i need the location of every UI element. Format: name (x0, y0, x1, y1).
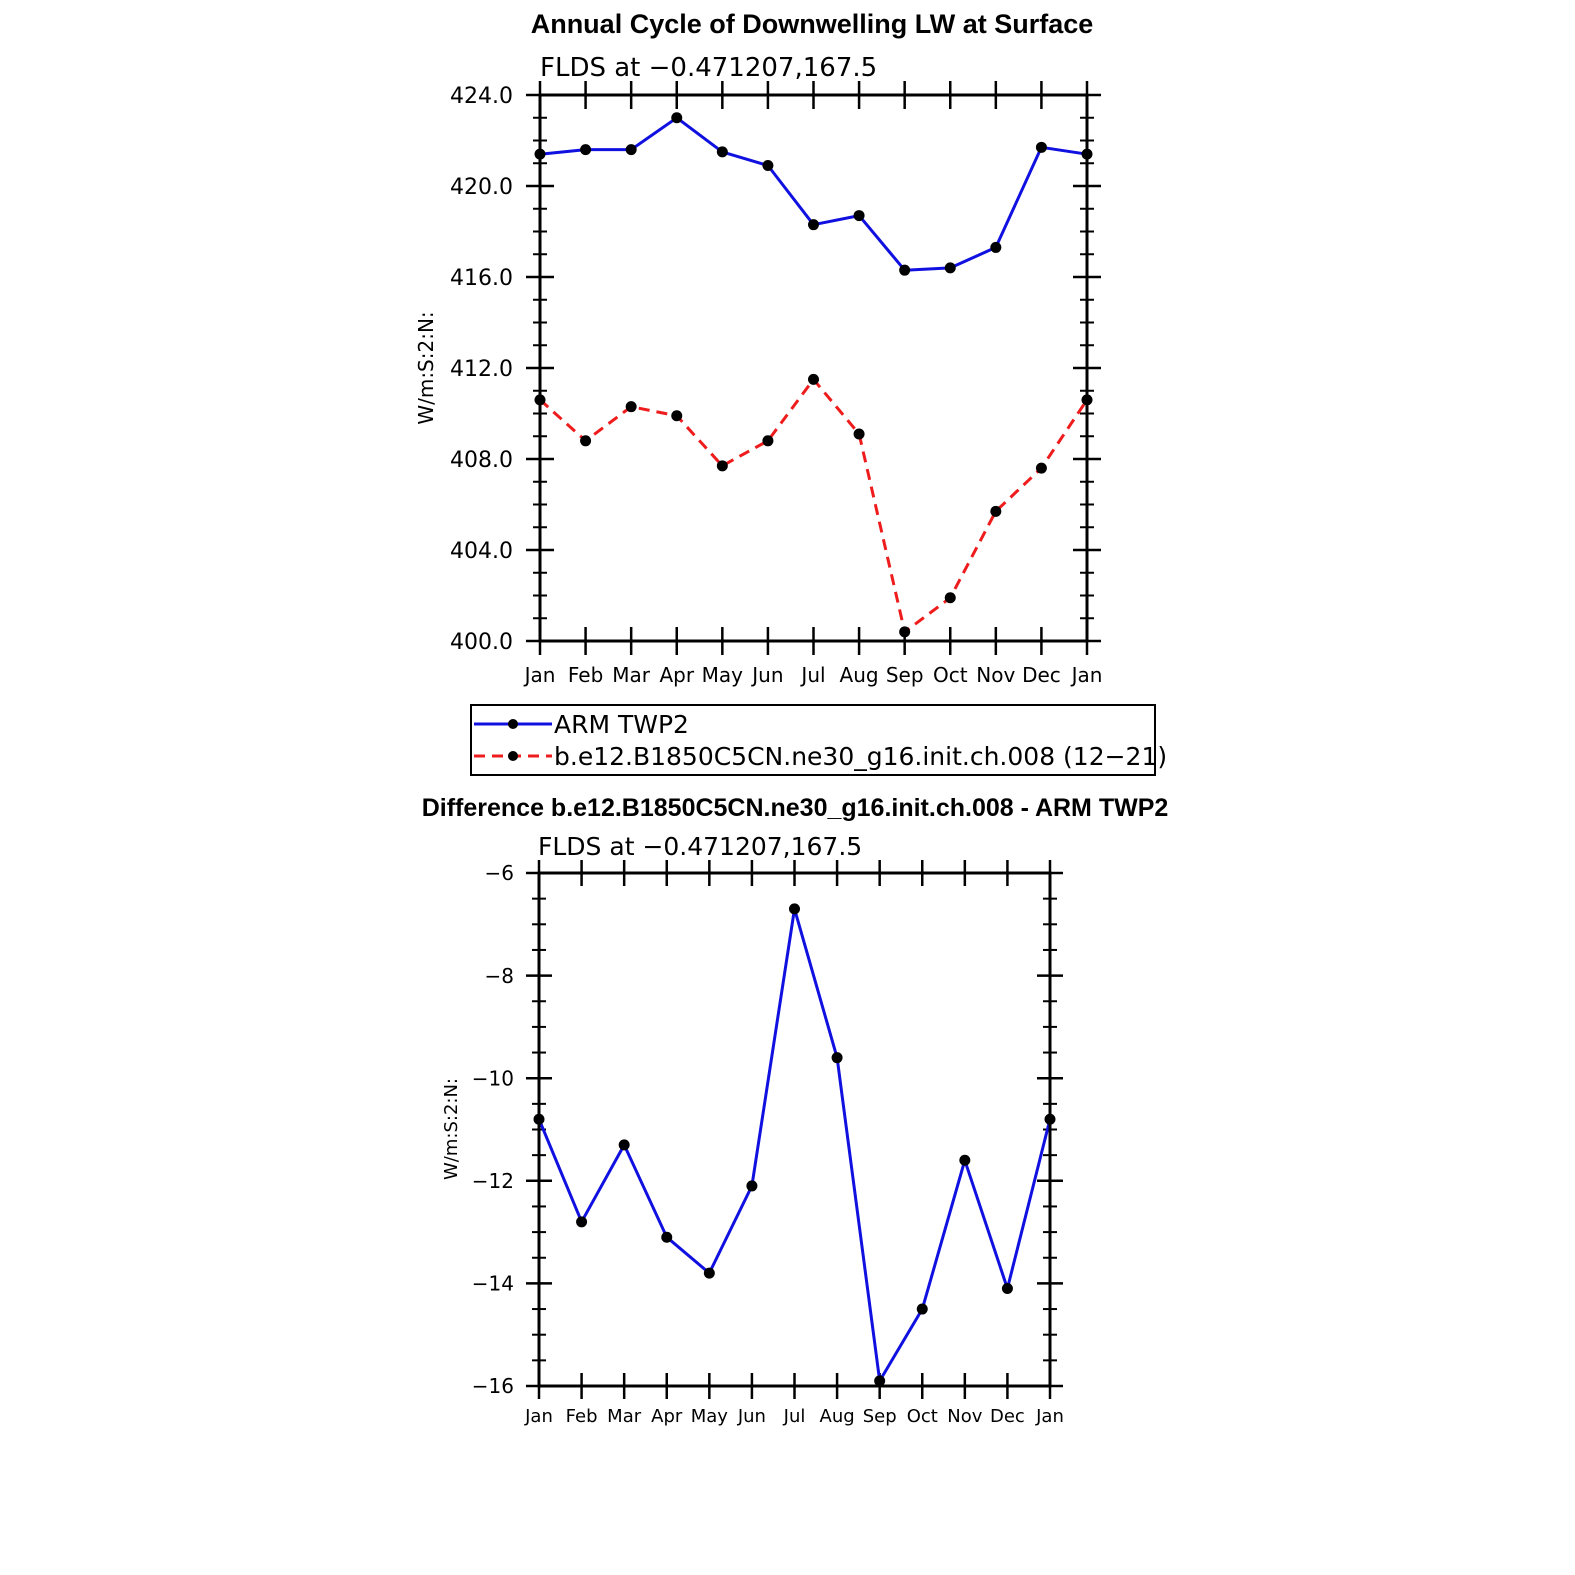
x-tick-label: Feb (565, 1406, 598, 1427)
x-tick-label: Nov (976, 663, 1016, 687)
legend-label-model: b.e12.B1850C5CN.ne30_g16.init.ch.008 (12−21) (554, 742, 1168, 771)
data-point (990, 506, 1001, 517)
x-tick-label: Sep (885, 663, 924, 687)
chart1-frame (540, 95, 1087, 641)
chart1-title: Annual Cycle of Downwelling LW at Surface (530, 9, 1094, 39)
x-tick-label: Aug (839, 663, 879, 687)
y-tick-label: 416.0 (450, 265, 513, 291)
chart1-ticks (526, 81, 1101, 655)
data-point (580, 435, 591, 446)
data-point (619, 1139, 630, 1150)
legend-marker-arm (508, 719, 518, 729)
data-point (671, 112, 682, 123)
data-point (762, 160, 773, 171)
data-point (576, 1216, 587, 1227)
chart1-ylabel: W/m:S:2:N: (414, 311, 438, 425)
data-point (959, 1155, 970, 1166)
series-line-1 (540, 379, 1087, 632)
x-tick-label: Sep (862, 1406, 897, 1427)
chart1-x-tick-labels (523, 663, 1103, 687)
x-tick-label: May (690, 1406, 728, 1427)
y-tick-label: 400.0 (450, 629, 513, 655)
data-point (945, 592, 956, 603)
y-tick-label: −10 (471, 1066, 514, 1091)
data-point (717, 460, 728, 471)
x-tick-label: Mar (612, 663, 651, 687)
x-tick-label: Feb (567, 663, 604, 687)
data-point (746, 1180, 757, 1191)
x-tick-label: Apr (651, 1406, 683, 1427)
data-point (626, 401, 637, 412)
x-tick-label: Nov (947, 1406, 983, 1427)
x-tick-label: Apr (659, 663, 695, 687)
data-point (1036, 142, 1047, 153)
legend (471, 705, 1167, 775)
data-point (899, 265, 910, 276)
data-point (580, 144, 591, 155)
y-tick-label: 420.0 (450, 174, 513, 200)
data-point (762, 435, 773, 446)
chart1-subtitle: FLDS at −0.471207,167.5 (540, 53, 878, 83)
data-point (899, 626, 910, 637)
data-point (945, 262, 956, 273)
x-tick-label: May (701, 663, 744, 687)
data-point (808, 219, 819, 230)
data-point (832, 1052, 843, 1063)
data-point (917, 1304, 928, 1315)
y-tick-label: −12 (471, 1169, 514, 1193)
y-tick-label: −14 (471, 1271, 514, 1296)
y-tick-label: 404.0 (450, 538, 513, 564)
annual-cycle-chart (414, 9, 1102, 687)
series-line-0 (539, 909, 1050, 1381)
chart1-y-tick-labels (450, 84, 513, 655)
x-tick-label: Jan (524, 663, 556, 687)
x-tick-label: Jan (525, 1406, 553, 1427)
x-tick-label: Jan (1071, 663, 1103, 687)
series-line-0 (540, 118, 1087, 270)
data-point (704, 1268, 715, 1279)
data-point (808, 374, 819, 385)
x-tick-label: Oct (932, 663, 968, 687)
x-tick-label: Dec (1022, 663, 1061, 687)
y-tick-label: −8 (484, 963, 514, 988)
y-tick-label: −6 (484, 861, 514, 886)
y-tick-label: 408.0 (450, 447, 513, 473)
chart2-subtitle: FLDS at −0.471207,167.5 (538, 832, 863, 861)
data-point (854, 428, 865, 439)
data-point (854, 210, 865, 221)
x-tick-label: Aug (819, 1406, 855, 1427)
x-tick-label: Jun (737, 1406, 766, 1427)
chart1-points (535, 112, 1093, 637)
x-tick-label: Dec (989, 1406, 1025, 1427)
data-point (1036, 463, 1047, 474)
data-point (661, 1232, 672, 1243)
chart2-ticks (526, 860, 1063, 1399)
x-tick-label: Jan (1036, 1406, 1064, 1427)
chart2-title: Difference b.e12.B1850C5CN.ne30_g16.init.ch.008 - ARM TWP2 (421, 794, 1169, 822)
data-point (990, 242, 1001, 253)
data-point (789, 903, 800, 914)
chart2-x-tick-labels (524, 1406, 1064, 1427)
x-tick-label: Mar (607, 1406, 642, 1427)
y-tick-label: −16 (471, 1374, 514, 1399)
legend-label-arm: ARM TWP2 (554, 710, 689, 739)
x-tick-label: Jul (783, 1406, 806, 1427)
data-point (717, 146, 728, 157)
chart2-frame (539, 873, 1050, 1386)
y-tick-label: 412.0 (450, 356, 513, 382)
data-point (671, 410, 682, 421)
data-point (1002, 1283, 1013, 1294)
legend-marker-model (508, 751, 518, 761)
data-point (626, 144, 637, 155)
chart2-points (534, 903, 1056, 1386)
chart2-y-tick-labels (472, 861, 514, 1398)
x-tick-label: Jul (801, 663, 826, 687)
chart2-ylabel: W/m:S:2:N: (441, 1078, 462, 1180)
difference-chart (422, 794, 1169, 1427)
y-tick-label: 424.0 (450, 83, 513, 109)
x-tick-label: Jun (752, 663, 784, 687)
x-tick-label: Oct (906, 1406, 938, 1427)
chart2-lines (539, 909, 1050, 1381)
